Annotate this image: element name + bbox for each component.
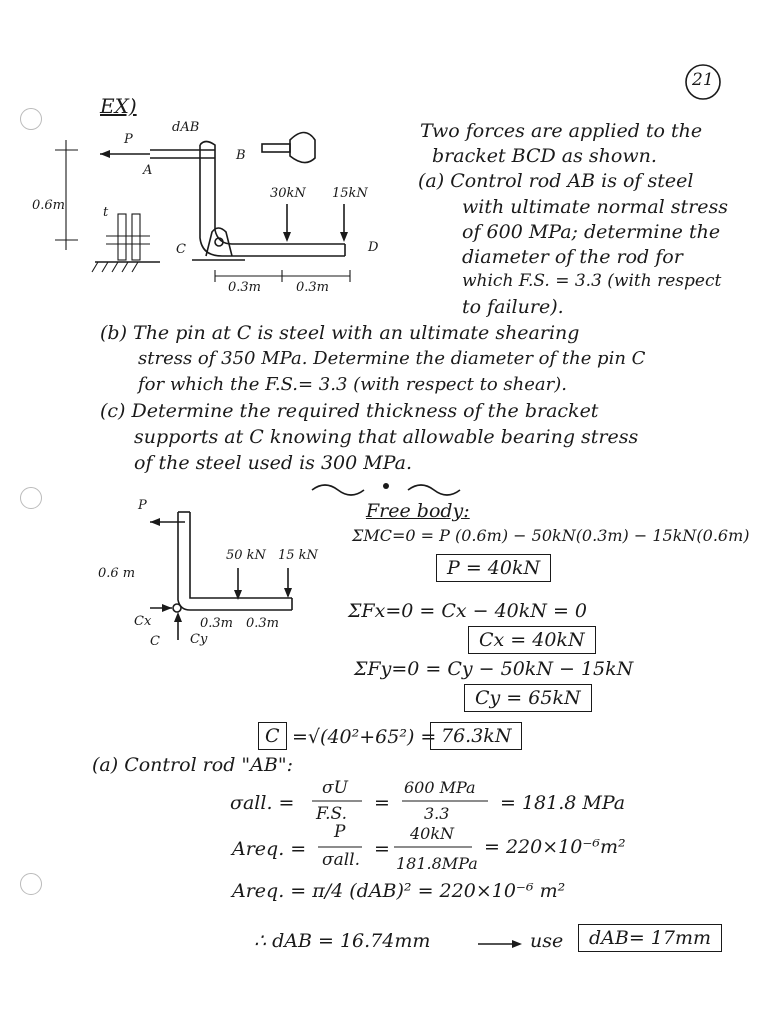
part-a-line1-left: σall. = bbox=[230, 792, 295, 814]
fig2-force-1: 50 kN bbox=[226, 548, 266, 563]
moment-equation: ΣMC=0 = P (0.6m) − 50kN(0.3m) − 15kN(0.6m) bbox=[352, 526, 750, 545]
problem-line-14: of the steel used is 300 MPa. bbox=[134, 452, 413, 474]
fig1-force-1: 30kN bbox=[270, 186, 306, 201]
fig1-label-D: D bbox=[368, 240, 379, 255]
fig1-label-C: C bbox=[176, 242, 186, 257]
result-Cx: Cx = 40kN bbox=[468, 626, 596, 654]
fig2-label-height: 0.6 m bbox=[98, 566, 136, 581]
problem-line-7: which F.S. = 3.3 (with respect bbox=[462, 271, 722, 291]
fig2-span-2: 0.3m bbox=[246, 616, 280, 631]
fig2-span-1: 0.3m bbox=[200, 616, 234, 631]
fig1-label-A: A bbox=[143, 163, 153, 178]
problem-line-10: stress of 350 MPa. Determine the diameter of the pin C bbox=[138, 348, 646, 369]
part-a-line1-result: = 181.8 MPa bbox=[500, 792, 626, 814]
fig1-span-1: 0.3m bbox=[228, 280, 262, 295]
part-a-line2-left: Areq. = bbox=[232, 838, 307, 860]
fig2-label-C: C bbox=[150, 634, 160, 649]
problem-line-5: of 600 MPa; determine the bbox=[462, 221, 721, 243]
problem-line-6: diameter of the rod for bbox=[462, 246, 683, 268]
part-a-line2-result: = 220×10⁻⁶m² bbox=[484, 836, 626, 858]
part-a-line1-den2: 3.3 bbox=[424, 804, 450, 823]
resultant-C-value: 76.3kN bbox=[430, 722, 522, 750]
fig1-label-P: P bbox=[124, 132, 133, 147]
part-a-use-label: use bbox=[530, 930, 564, 952]
problem-line-1: Two forces are applied to the bbox=[420, 120, 703, 142]
problem-line-4: with ultimate normal stress bbox=[462, 196, 728, 218]
part-a-line2-num: P bbox=[334, 822, 346, 842]
part-a-line2-den: σall. bbox=[322, 850, 361, 870]
example-label: EX) bbox=[100, 94, 137, 118]
fig1-label-dAB: dAB bbox=[172, 120, 200, 135]
free-body-title: Free body: bbox=[366, 500, 470, 522]
fx-equation: ΣFx=0 = Cx − 40kN = 0 bbox=[348, 600, 587, 622]
problem-line-12: (c) Determine the required thickness of the bracket bbox=[100, 400, 599, 422]
part-a-line1-eq: = bbox=[374, 792, 390, 814]
part-a-line1-num2: 600 MPa bbox=[404, 778, 476, 797]
problem-line-8: to failure). bbox=[462, 296, 564, 318]
problem-line-3: (a) Control rod AB is of steel bbox=[418, 170, 694, 192]
fig1-force-2: 15kN bbox=[332, 186, 368, 201]
problem-line-13: supports at C knowing that allowable bearing stress bbox=[134, 426, 639, 448]
result-Cy: Cy = 65kN bbox=[464, 684, 592, 712]
part-a-line4: ∴ dAB = 16.74mm bbox=[254, 930, 431, 952]
result-P: P = 40kN bbox=[436, 554, 551, 582]
fig1-span-2: 0.3m bbox=[296, 280, 330, 295]
part-a-line1-num: σU bbox=[322, 778, 348, 798]
fig1-label-B: B bbox=[236, 148, 246, 163]
part-a-line2-eq: = bbox=[374, 838, 390, 860]
part-a-final-result: dAB= 17mm bbox=[578, 924, 722, 952]
problem-line-11: for which the F.S.= 3.3 (with respect to shear). bbox=[138, 374, 567, 395]
fig2-force-2: 15 kN bbox=[278, 548, 318, 563]
problem-line-9: (b) The pin at C is steel with an ultimate shearing bbox=[100, 322, 580, 344]
fig2-label-Cy: Cy bbox=[190, 632, 208, 647]
part-a-line2-den2: 181.8MPa bbox=[396, 854, 478, 873]
part-a-heading: (a) Control rod "AB": bbox=[92, 754, 293, 776]
part-a-line2-num2: 40kN bbox=[410, 824, 455, 843]
problem-line-2: bracket BCD as shown. bbox=[432, 145, 657, 167]
part-a-line3: Areq. = π/4 (dAB)² = 220×10⁻⁶ m² bbox=[232, 880, 566, 902]
fig2-label-Cx: Cx bbox=[134, 614, 152, 629]
resultant-C-equation: =√(40²+65²) = bbox=[292, 726, 437, 748]
fig1-label-t: t bbox=[103, 205, 109, 220]
part-a-line1-den: F.S. bbox=[316, 804, 347, 824]
resultant-C-label: C bbox=[258, 722, 287, 750]
page-number: 21 bbox=[692, 70, 714, 90]
fy-equation: ΣFy=0 = Cy − 50kN − 15kN bbox=[354, 658, 634, 680]
fig1-label-height: 0.6m bbox=[32, 198, 66, 213]
fig2-label-P: P bbox=[138, 498, 147, 513]
